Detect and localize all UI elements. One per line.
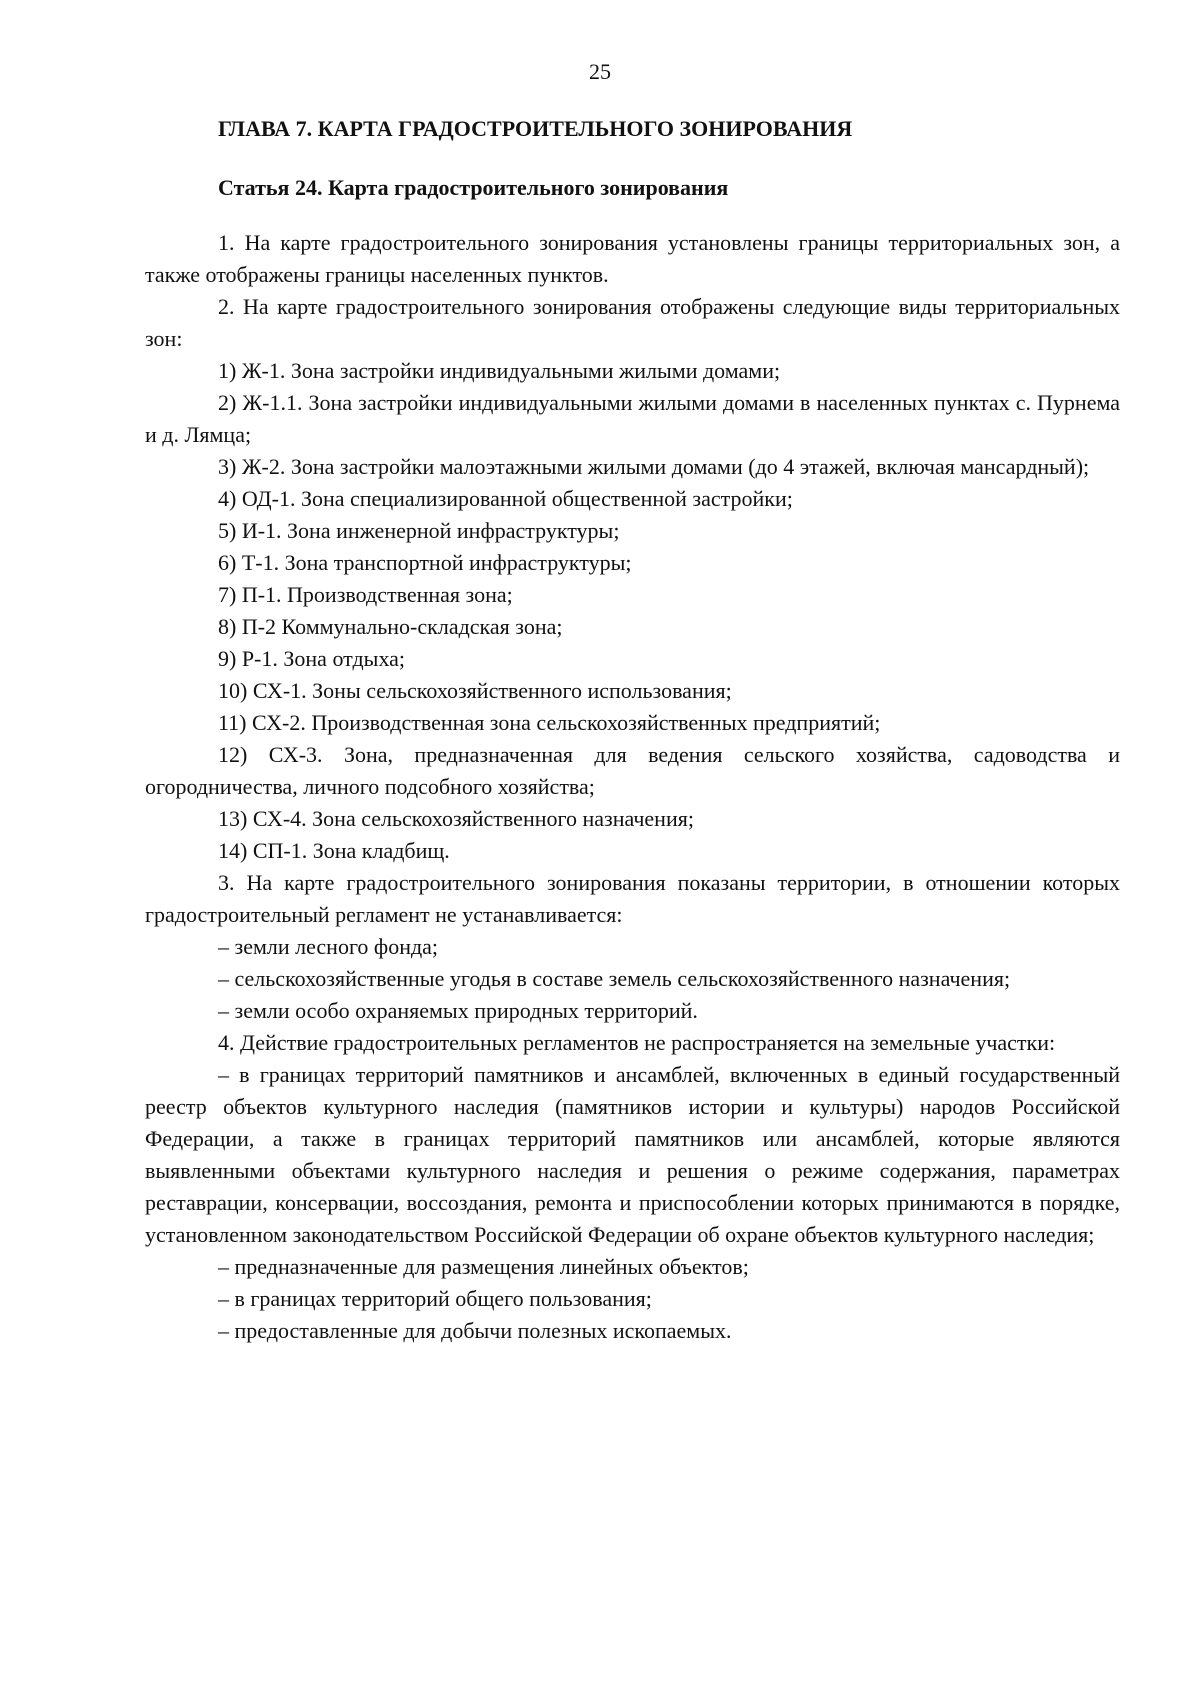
land-plot-item: – в границах территорий общего пользования; xyxy=(218,1286,652,1311)
article-title: Статья 24. Карта градостроительного зонирования xyxy=(218,175,729,200)
paragraph-3: 3. На карте градостроительного зонирования показаны территории, в отношении которых градостроительный регламент не устанавливается: xyxy=(145,870,1120,927)
exempt-territory-item: – сельскохозяйственные угодья в составе земель сельскохозяйственного назначения; xyxy=(218,966,1011,991)
land-plot-item: – предназначенные для размещения линейных объектов; xyxy=(218,1254,749,1279)
land-plot-item: – предоставленные для добычи полезных ископаемых. xyxy=(218,1318,732,1343)
zone-item: 14) СП-1. Зона кладбищ. xyxy=(218,838,450,863)
zone-item: 5) И-1. Зона инженерной инфраструктуры; xyxy=(218,518,620,543)
zone-item: 11) СХ-2. Производственная зона сельскохозяйственных предприятий; xyxy=(218,710,881,735)
article-body xyxy=(145,227,1120,1347)
zone-item: 8) П-2 Коммунально-складская зона; xyxy=(218,614,563,639)
page-number: 25 xyxy=(589,59,611,84)
zone-item: 6) Т-1. Зона транспортной инфраструктуры; xyxy=(218,550,632,575)
zone-item: 9) Р-1. Зона отдыха; xyxy=(218,646,406,671)
chapter-title: ГЛАВА 7. КАРТА ГРАДОСТРОИТЕЛЬНОГО ЗОНИРОВАНИЯ xyxy=(218,116,853,141)
zone-item: 7) П-1. Производственная зона; xyxy=(218,582,513,607)
zone-item: 4) ОД-1. Зона специализированной общественной застройки; xyxy=(218,486,793,511)
zone-item: 13) СХ-4. Зона сельскохозяйственного назначения; xyxy=(218,806,694,831)
land-plot-item: – в границах территорий памятников и ансамблей, включенных в единый государственный реестр объектов культурного наследия (памятников истории и культуры) народов Российской Федерации, а также в границах территорий памятников или ансамблей, которые являются выявленными объектами культурного наследия и решения о режиме содержания, параметрах реставрации, консервации, воссоздания, ремонта и приспособлении которых принимаются в порядке, установленном законодательством Российской Федерации об охране объектов культурного наследия; xyxy=(145,1062,1120,1247)
zone-item: 12) СХ-3. Зона, предназначенная для ведения сельского хозяйства, садоводства и огородничества, личного подсобного хозяйства; xyxy=(145,742,1120,799)
paragraph-2: 2. На карте градостроительного зонирования отображены следующие виды территориальных зон: xyxy=(145,294,1120,351)
exempt-territory-item: – земли особо охраняемых природных территорий. xyxy=(218,998,698,1023)
paragraph-4: 4. Действие градостроительных регламентов не распространяется на земельные участки: xyxy=(218,1030,1056,1055)
zone-item: 2) Ж-1.1. Зона застройки индивидуальными жилыми домами в населенных пунктах с. Пурнема и д. Лямца; xyxy=(145,390,1120,447)
zone-item: 1) Ж-1. Зона застройки индивидуальными жилыми домами; xyxy=(218,358,781,383)
zone-item: 3) Ж-2. Зона застройки малоэтажными жилыми домами (до 4 этажей, включая мансардный); xyxy=(218,454,1090,479)
exempt-territory-item: – земли лесного фонда; xyxy=(218,934,439,959)
zone-item: 10) СХ-1. Зоны сельскохозяйственного использования; xyxy=(218,678,732,703)
paragraph-1: 1. На карте градостроительного зонирования установлены границы территориальных зон, а также отображены границы населенных пунктов. xyxy=(145,230,1120,287)
